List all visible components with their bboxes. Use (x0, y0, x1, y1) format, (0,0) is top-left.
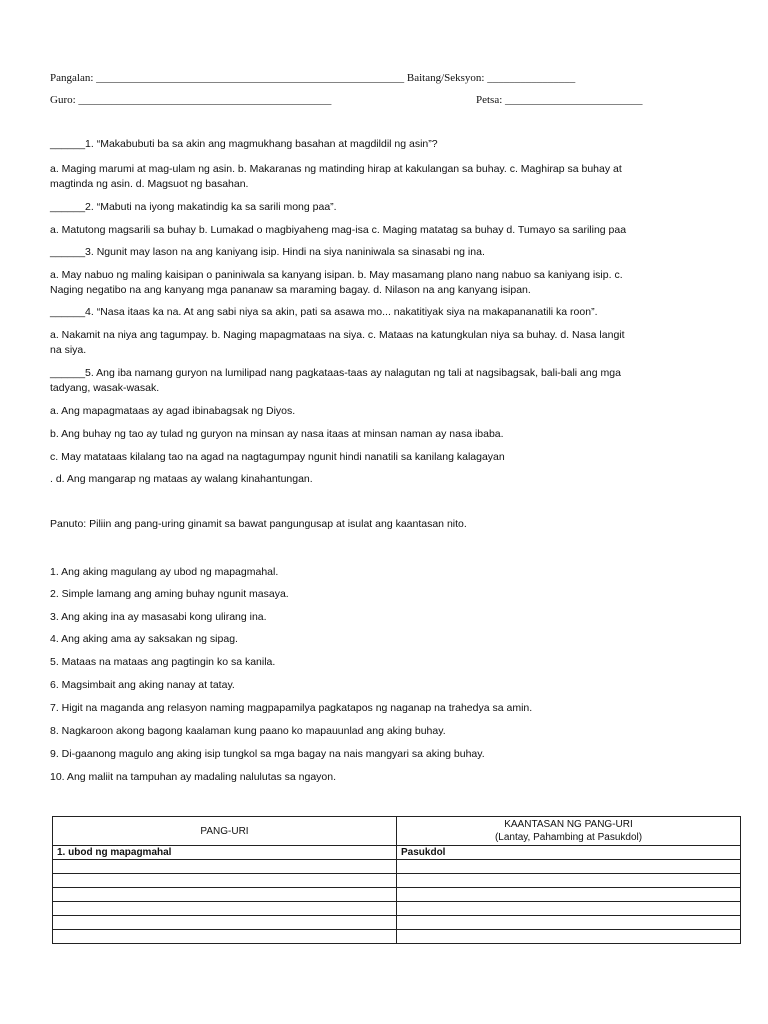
sentence-2: 2. Simple lamang ang aming buhay ngunit masaya. (50, 588, 289, 600)
table-cell-pang-uri[interactable] (53, 888, 397, 902)
question-4-choices-line-2: na siya. (50, 344, 87, 356)
question-5-stem: ______5. Ang iba namang guryon na lumilipad nang pagkataas-taas ay nalagutan ng tali at nagsibagsak, bali-bali ang mga (50, 367, 621, 379)
table-cell-pang-uri[interactable] (53, 930, 397, 944)
sentence-5: 5. Mataas na mataas ang pagtingin ko sa kanila. (50, 656, 276, 668)
table-cell-kaantasan[interactable] (397, 874, 741, 888)
question-5-choice-a: a. Ang mapagmataas ay agad ibinabagsak ng Diyos. (50, 405, 296, 417)
sentence-6: 6. Magsimbait ang aking nanay at tatay. (50, 679, 235, 691)
table-row (53, 846, 741, 860)
question-5-choice-c: c. May matataas kilalang tao na agad na nagtagumpay ngunit hindi nanatili sa kanilang kalagayan (50, 451, 505, 463)
header-kaantasan (397, 817, 741, 846)
answer-table (52, 816, 741, 944)
instructions: Panuto: Piliin ang pang-uring ginamit sa bawat pangungusap at isulat ang kaantasan nito. (50, 518, 467, 530)
table-cell-kaantasan[interactable] (397, 860, 741, 874)
table-header-row (53, 817, 741, 846)
table-cell-kaantasan: Pasukdol (397, 846, 741, 860)
sentence-10: 10. Ang maliit na tampuhan ay madaling nalulutas sa ngayon. (50, 771, 337, 783)
table-row (53, 902, 741, 916)
table-cell-pang-uri: 1. ubod ng mapagmahal (53, 846, 397, 860)
question-5-choice-b: b. Ang buhay ng tao ay tulad ng guryon na minsan ay nasa itaas at minsan naman ay nasa ibaba. (50, 428, 504, 440)
header-pang-uri: PANG-URI (53, 817, 397, 846)
header-kaantasan-title: KAANTASAN NG PANG-URI (504, 819, 633, 830)
question-5-choice-d: . d. Ang mangarap ng mataas ay walang kinahantungan. (50, 473, 313, 485)
name-grade-line: Pangalan: ________________________________________________________ Baitang/Seksyon: ________________ (50, 72, 576, 84)
sentence-7: 7. Higit na maganda ang relasyon naming magpapamilya pagkatapos ng naganap na trahedya sa amin. (50, 702, 533, 714)
table-cell-kaantasan[interactable] (397, 902, 741, 916)
table-cell-pang-uri[interactable] (53, 874, 397, 888)
question-4-stem: ______4. “Nasa itaas ka na. At ang sabi niya sa akin, pati sa asawa mo... nakatitiyak siya na makapananatili ka roon”. (50, 306, 598, 318)
question-1-choices-line-1: a. Maging marumi at mag-ulam ng asin. b. Makaranas ng matinding hirap at kakulangan sa buhay. c. Maghirap sa buhay at (50, 163, 622, 175)
sentence-9: 9. Di-gaanong magulo ang aking isip tungkol sa mga bagay na nais mangyari sa aking buhay. (50, 748, 485, 760)
table-cell-kaantasan[interactable] (397, 916, 741, 930)
question-3-stem: ______3. Ngunit may lason na ang kaniyang isip. Hindi na siya naniniwala sa sinasabi ng ina. (50, 246, 485, 258)
table-row (53, 916, 741, 930)
teacher-line: Guro: ______________________________________________ (50, 94, 332, 106)
question-3-choices-line-2: Naging negatibo na ang kanyang mga pananaw sa maraming bagay. d. Nilason na ang kanyang isipan. (50, 284, 531, 296)
table-row (53, 888, 741, 902)
date-line: Petsa: _________________________ (476, 94, 643, 106)
question-2-stem: ______2. “Mabuti na iyong makatindig ka sa sarili mong paa”. (50, 201, 337, 213)
question-1-stem: ______1. “Makabubuti ba sa akin ang magmukhang basahan at magdildil ng asin”? (50, 138, 438, 150)
question-1-choices-line-2: magtinda ng asin. d. Magsuot ng basahan. (50, 178, 249, 190)
table-cell-pang-uri[interactable] (53, 916, 397, 930)
table-cell-pang-uri[interactable] (53, 902, 397, 916)
sentence-3: 3. Ang aking ina ay masasabi kong ulirang ina. (50, 611, 267, 623)
table-row (53, 874, 741, 888)
question-3-choices-line-1: a. May nabuo ng maling kaisipan o paniniwala sa kanyang isipan. b. May masamang plano nang nabuo sa kaniyang isip. c. (50, 269, 623, 281)
sentence-8: 8. Nagkaroon akong bagong kaalaman kung paano ko mapauunlad ang aking buhay. (50, 725, 446, 737)
question-2-choices-line-1: a. Matutong magsarili sa buhay b. Lumakad o magbiyaheng mag-isa c. Maging matatag sa buhay d. Tumayo sa sariling paa (50, 224, 627, 236)
header-kaantasan-subtitle: (Lantay, Pahambing at Pasukdol) (494, 832, 643, 843)
table-row (53, 930, 741, 944)
sentence-4: 4. Ang aking ama ay saksakan ng sipag. (50, 633, 238, 645)
table-cell-kaantasan[interactable] (397, 888, 741, 902)
table-cell-kaantasan[interactable] (397, 930, 741, 944)
question-4-choices-line-1: a. Nakamit na niya ang tagumpay. b. Naging mapagmataas na siya. c. Mataas na katungkulan niya sa buhay. d. Nasa langit (50, 329, 625, 341)
sentence-1: 1. Ang aking magulang ay ubod ng mapagmahal. (50, 566, 279, 578)
table-cell-pang-uri[interactable] (53, 860, 397, 874)
question-5-stem-line-2: tadyang, wasak-wasak. (50, 382, 160, 394)
table-row (53, 860, 741, 874)
